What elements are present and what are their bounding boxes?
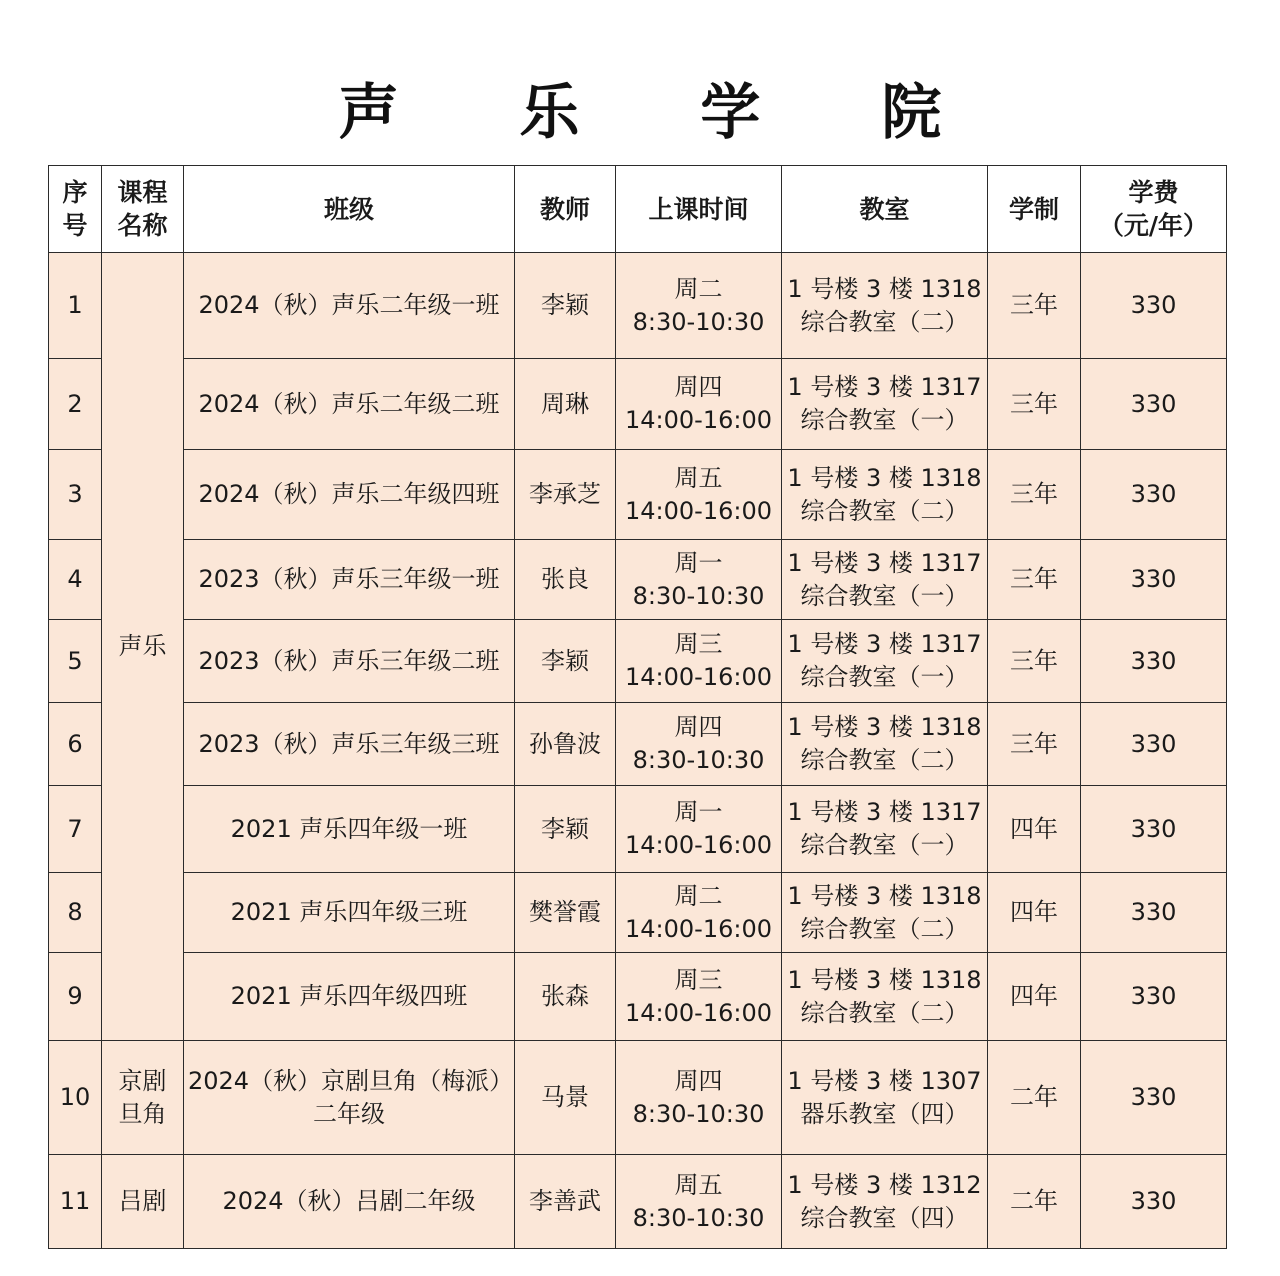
- row-class: 2023（秋）声乐三年级二班: [184, 620, 515, 703]
- header-time: 上课时间: [616, 166, 782, 253]
- row-teacher: 李颖: [515, 253, 616, 359]
- row-time: 周二 8:30-10:30: [616, 253, 782, 359]
- row-room: 1 号楼 3 楼 1318 综合教室（二）: [782, 953, 988, 1041]
- row-teacher: 周琳: [515, 359, 616, 450]
- row-room: 1 号楼 3 楼 1317 综合教室（一）: [782, 620, 988, 703]
- row-duration: 二年: [988, 1041, 1081, 1155]
- course-name-cell: 京剧 旦角: [102, 1041, 184, 1155]
- row-time: 周三 14:00-16:00: [616, 620, 782, 703]
- header-seq: 序 号: [49, 166, 102, 253]
- row-teacher: 樊誉霞: [515, 873, 616, 953]
- row-room: 1 号楼 3 楼 1317 综合教室（一）: [782, 359, 988, 450]
- row-seq: 7: [49, 786, 102, 873]
- row-fee: 330: [1081, 253, 1227, 359]
- row-teacher: 李善武: [515, 1155, 616, 1249]
- table-row: [49, 786, 1227, 873]
- row-duration: 二年: [988, 1155, 1081, 1249]
- header-room: 教室: [782, 166, 988, 253]
- row-time: 周四 14:00-16:00: [616, 359, 782, 450]
- row-room: 1 号楼 3 楼 1318 综合教室（二）: [782, 253, 988, 359]
- row-room: 1 号楼 3 楼 1317 综合教室（一）: [782, 540, 988, 620]
- table-row: [49, 953, 1227, 1041]
- row-time: 周五 8:30-10:30: [616, 1155, 782, 1249]
- row-duration: 三年: [988, 359, 1081, 450]
- row-duration: 四年: [988, 873, 1081, 953]
- row-time: 周四 8:30-10:30: [616, 703, 782, 786]
- row-seq: 3: [49, 450, 102, 540]
- row-room: 1 号楼 3 楼 1307 器乐教室（四）: [782, 1041, 988, 1155]
- table-row: [49, 703, 1227, 786]
- row-seq: 1: [49, 253, 102, 359]
- row-room: 1 号楼 3 楼 1318 综合教室（二）: [782, 703, 988, 786]
- table-row: [49, 873, 1227, 953]
- row-class: 2024（秋）声乐二年级二班: [184, 359, 515, 450]
- row-seq: 11: [49, 1155, 102, 1249]
- header-row: [49, 166, 1227, 253]
- row-seq: 5: [49, 620, 102, 703]
- row-class: 2024（秋）声乐二年级一班: [184, 253, 515, 359]
- row-fee: 330: [1081, 873, 1227, 953]
- row-room: 1 号楼 3 楼 1318 综合教室（二）: [782, 873, 988, 953]
- row-fee: 330: [1081, 1041, 1227, 1155]
- row-teacher: 李颖: [515, 786, 616, 873]
- row-class: 2023（秋）声乐三年级一班: [184, 540, 515, 620]
- course-name-cell: 吕剧: [102, 1155, 184, 1249]
- row-duration: 三年: [988, 253, 1081, 359]
- row-teacher: 李颖: [515, 620, 616, 703]
- course-name-cell: 声乐: [102, 253, 184, 1041]
- header-fee: 学费 （元/年）: [1081, 166, 1227, 253]
- row-class: 2021 声乐四年级一班: [184, 786, 515, 873]
- row-room: 1 号楼 3 楼 1317 综合教室（一）: [782, 786, 988, 873]
- row-class: 2021 声乐四年级三班: [184, 873, 515, 953]
- row-time: 周三 14:00-16:00: [616, 953, 782, 1041]
- row-teacher: 孙鲁波: [515, 703, 616, 786]
- row-seq: 10: [49, 1041, 102, 1155]
- row-duration: 四年: [988, 953, 1081, 1041]
- row-time: 周五 14:00-16:00: [616, 450, 782, 540]
- row-duration: 四年: [988, 786, 1081, 873]
- row-time: 周四 8:30-10:30: [616, 1041, 782, 1155]
- row-seq: 4: [49, 540, 102, 620]
- row-seq: 6: [49, 703, 102, 786]
- row-class: 2024（秋）京剧旦角（梅派） 二年级: [184, 1041, 515, 1155]
- row-fee: 330: [1081, 786, 1227, 873]
- table-row: [49, 450, 1227, 540]
- row-fee: 330: [1081, 450, 1227, 540]
- row-duration: 三年: [988, 450, 1081, 540]
- row-duration: 三年: [988, 703, 1081, 786]
- row-seq: 8: [49, 873, 102, 953]
- header-teacher: 教师: [515, 166, 616, 253]
- header-course: 课程 名称: [102, 166, 184, 253]
- row-seq: 2: [49, 359, 102, 450]
- header-duration: 学制: [988, 166, 1081, 253]
- header-class: 班级: [184, 166, 515, 253]
- row-teacher: 马景: [515, 1041, 616, 1155]
- row-duration: 三年: [988, 620, 1081, 703]
- table-row: [49, 620, 1227, 703]
- row-class: 2024（秋）声乐二年级四班: [184, 450, 515, 540]
- row-fee: 330: [1081, 953, 1227, 1041]
- row-class: 2021 声乐四年级四班: [184, 953, 515, 1041]
- page-title: 声 乐 学 院: [338, 78, 992, 148]
- row-time: 周一 14:00-16:00: [616, 786, 782, 873]
- row-teacher: 李承芝: [515, 450, 616, 540]
- row-room: 1 号楼 3 楼 1312 综合教室（四）: [782, 1155, 988, 1249]
- row-fee: 330: [1081, 620, 1227, 703]
- table-row: [49, 359, 1227, 450]
- row-teacher: 张良: [515, 540, 616, 620]
- table-row: [49, 1041, 1227, 1155]
- row-fee: 330: [1081, 703, 1227, 786]
- row-duration: 三年: [988, 540, 1081, 620]
- row-class: 2024（秋）吕剧二年级: [184, 1155, 515, 1249]
- row-teacher: 张森: [515, 953, 616, 1041]
- table-row: [49, 540, 1227, 620]
- row-class: 2023（秋）声乐三年级三班: [184, 703, 515, 786]
- row-room: 1 号楼 3 楼 1318 综合教室（二）: [782, 450, 988, 540]
- row-fee: 330: [1081, 359, 1227, 450]
- row-time: 周一 8:30-10:30: [616, 540, 782, 620]
- course-table: [48, 165, 1227, 1249]
- row-time: 周二 14:00-16:00: [616, 873, 782, 953]
- row-fee: 330: [1081, 1155, 1227, 1249]
- table-row: [49, 1155, 1227, 1249]
- table-row: [49, 253, 1227, 359]
- row-seq: 9: [49, 953, 102, 1041]
- row-fee: 330: [1081, 540, 1227, 620]
